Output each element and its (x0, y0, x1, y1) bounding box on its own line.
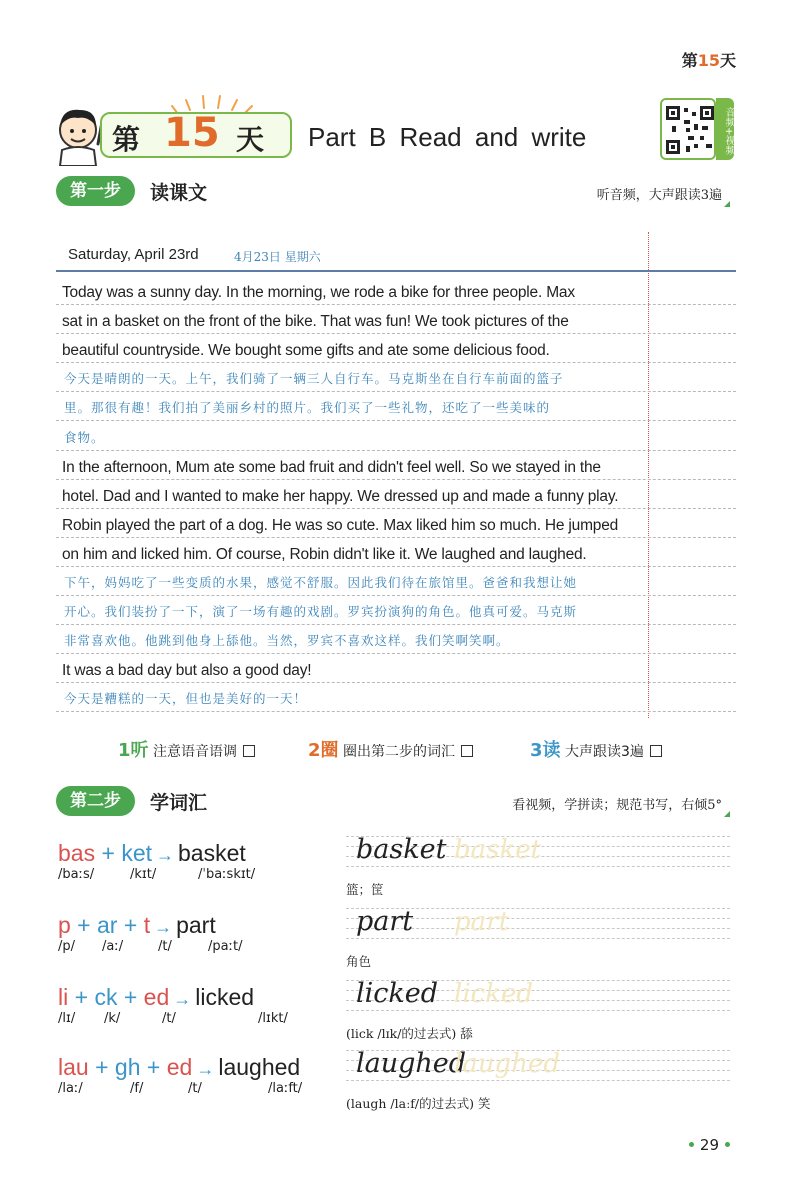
day-tag: 第15天 (681, 51, 736, 70)
phonics-chunk: p (58, 912, 71, 938)
phonics-breakdown (58, 912, 338, 939)
phonics-chunk: bas (58, 840, 96, 866)
phonics-chunk: ck (94, 984, 118, 1010)
qr-code[interactable] (660, 98, 716, 160)
task-checkbox[interactable] (461, 745, 473, 757)
english-text: beautiful countryside. We bought some gifts and ate some delicious food. (62, 342, 550, 360)
arrow-right-icon: → (173, 989, 192, 1009)
guide-line (346, 1080, 730, 1081)
trace-word[interactable]: licked (454, 979, 533, 1009)
qr-tab-label: 音频+视频 (716, 98, 734, 160)
ipa-transcription: /t/ (188, 1081, 202, 1096)
ipa-transcription: /t/ (158, 939, 172, 954)
word-meaning: (laugh /laːf/的过去式) 笑 (346, 1096, 491, 1111)
vocab-item (58, 840, 338, 885)
phonics-breakdown (58, 840, 338, 867)
chinese-translation: 下午，妈妈吃了一些变质的水果，感觉不舒服。因此我们待在旅馆里。爸爸和我想让她 (64, 575, 578, 590)
vocab-item (58, 984, 338, 1029)
phonics-breakdown (58, 1054, 338, 1081)
task-checkbox[interactable] (243, 745, 255, 757)
ipa-transcription: /baːs/ (58, 867, 95, 882)
handwritten-model: laughed (356, 1048, 467, 1079)
reading-passage (56, 232, 736, 718)
ipa-transcription: /f/ (130, 1081, 144, 1096)
chinese-translation: 食物。 (64, 429, 105, 445)
phonics-chunk: ed (143, 984, 170, 1010)
plus-sign: + (140, 1054, 167, 1080)
phonics-chunk: t (143, 912, 151, 938)
ipa-transcription: /lɪkt/ (258, 1011, 288, 1026)
guide-line (346, 866, 730, 867)
phonics-chunk: ed (166, 1054, 193, 1080)
passage-line (56, 276, 736, 305)
task-label: 注意语音语调 (148, 744, 237, 760)
passage-line (56, 334, 736, 363)
step-2-pill: 第二步 (56, 786, 135, 816)
vocab-word: laughed (218, 1054, 301, 1080)
arrow-right-icon: → (156, 845, 174, 865)
arrow-right-icon: → (196, 1059, 215, 1079)
vocab-word: licked (195, 984, 255, 1010)
vocab-word: basket (178, 840, 246, 866)
word-meaning: (lick /lɪk/的过去式) 舔 (346, 1026, 473, 1041)
ipa-transcription: /paːt/ (208, 939, 243, 954)
ipa-transcription: /k/ (104, 1011, 121, 1026)
task-item (308, 736, 473, 762)
vocab-item (58, 912, 338, 957)
ipa-row (58, 1011, 338, 1029)
task-label: 圈出第二步的词汇 (338, 744, 455, 760)
passage-line (56, 305, 736, 334)
ipa-transcription: /kɪt/ (130, 867, 157, 882)
english-text: In the afternoon, Mum ate some bad fruit and didn't feel well. So we stayed in the (62, 458, 601, 476)
guide-line (346, 1010, 730, 1011)
passage-line (56, 392, 736, 421)
phonics-chunk: gh (114, 1054, 141, 1080)
chinese-translation: 开心。我们装扮了一下，演了一场有趣的戏剧。罗宾扮演狗的角色。他真可爱。马克斯 (64, 604, 578, 620)
ipa-row (58, 867, 338, 885)
page-header (48, 92, 748, 172)
english-text: It was a bad day but also a good day! (62, 662, 312, 680)
word-meaning: 角色 (346, 954, 372, 969)
passage-line (56, 683, 736, 712)
chinese-translation: 非常喜欢他。他跳到他身上舔他。当然，罗宾不喜欢这样。我们笑啊笑啊。 (64, 633, 510, 649)
passage-date-translation: 4月23日 星期六 (234, 250, 321, 264)
handwritten-model: part (356, 906, 414, 937)
arrow-right-icon: → (154, 917, 173, 937)
ipa-transcription: /ˈbaːskɪt/ (198, 867, 256, 882)
english-text: Today was a sunny day. In the morning, we rode a bike for three people. Max (62, 284, 575, 301)
ipa-transcription: /laː/ (58, 1081, 83, 1096)
day-badge: 第 15 天 (100, 112, 292, 158)
passage-line (56, 654, 736, 683)
phonics-chunk: lau (58, 1054, 89, 1080)
plus-sign: + (95, 840, 122, 866)
qr-code-icon (666, 106, 714, 154)
step-1-pill: 第一步 (56, 176, 135, 206)
passage-line (56, 451, 736, 480)
passage-line (56, 509, 736, 538)
passage-line (56, 480, 736, 509)
passage-line (56, 625, 736, 654)
chinese-translation: 今天是晴朗的一天。上午，我们骑了一辆三人自行车。马克斯坐在自行车前面的篮子 (64, 371, 564, 387)
task-item (118, 736, 255, 762)
passage-line (56, 596, 736, 625)
guide-line (346, 938, 730, 939)
passage-line (56, 538, 736, 567)
english-text: sat in a basket on the front of the bike. That was fun! We took pictures of the (62, 313, 569, 331)
phonics-chunk: ket (121, 840, 152, 866)
ipa-transcription: /lɪ/ (58, 1011, 76, 1026)
passage-date: Saturday, April 23rd (68, 246, 199, 263)
handwritten-model: licked (356, 978, 439, 1009)
task-number: 3读 (530, 740, 561, 761)
phonics-chunk: li (58, 984, 69, 1010)
step-1-title: 读课文 (150, 182, 208, 204)
ipa-transcription: /t/ (162, 1011, 176, 1026)
trace-word[interactable]: laughed (454, 1049, 560, 1079)
ipa-transcription: /aː/ (102, 939, 124, 954)
ipa-transcription: /laːft/ (268, 1081, 303, 1096)
word-meaning: 篮；筐 (346, 882, 384, 897)
header-rule (56, 270, 736, 272)
ipa-row (58, 939, 338, 957)
page-title: Part B Read and write (308, 122, 587, 152)
chinese-translation: 今天是糟糕的一天，但也是美好的一天！ (64, 691, 308, 707)
chinese-translation: 里。那很有趣！我们拍了美丽乡村的照片。我们买了一些礼物，还吃了一些美味的 (64, 400, 551, 416)
step-2-title: 学词汇 (150, 792, 208, 814)
task-number: 2圈 (308, 740, 339, 761)
trace-word[interactable]: part (454, 907, 510, 937)
plus-sign: + (68, 984, 95, 1010)
english-text: hotel. Dad and I wanted to make her happy. We dressed up and made a funny play. (62, 487, 619, 505)
english-text: on him and licked him. Of course, Robin didn't like it. We laughed and laughed. (62, 545, 587, 563)
english-text: Robin played the part of a dog. He was so cute. Max liked him so much. He jumped (62, 516, 619, 534)
page-number: 29 (683, 1136, 736, 1154)
step-2-note: 看视频，学拼读；规范书写，右倾5° (512, 794, 730, 817)
ipa-transcription: /p/ (58, 939, 76, 954)
passage-line (56, 567, 736, 596)
step-1-note: 听音频，大声跟读3遍 (597, 184, 730, 207)
task-label: 大声跟读3遍 (560, 744, 644, 760)
trace-word[interactable]: basket (454, 835, 542, 865)
vocab-word: part (176, 912, 216, 938)
plus-sign: + (70, 912, 98, 938)
task-item (530, 736, 662, 762)
plus-sign: + (117, 984, 144, 1010)
handwritten-model: basket (356, 834, 447, 865)
passage-line (56, 422, 736, 451)
plus-sign: + (117, 912, 144, 938)
task-number: 1听 (118, 740, 149, 761)
vocab-item (58, 1054, 338, 1099)
phonics-chunk: ar (97, 912, 118, 938)
passage-line (56, 363, 736, 392)
plus-sign: + (88, 1054, 115, 1080)
ipa-row (58, 1081, 338, 1099)
task-checkbox[interactable] (650, 745, 662, 757)
phonics-breakdown (58, 984, 338, 1011)
